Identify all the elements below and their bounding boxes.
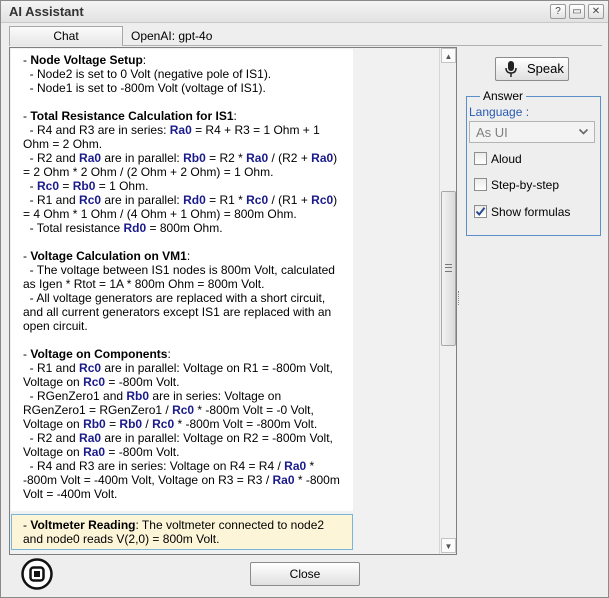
scroll-up-icon[interactable]: ▲ bbox=[441, 48, 456, 63]
aloud-checkbox[interactable] bbox=[474, 152, 487, 165]
help-button[interactable]: ? bbox=[550, 4, 566, 19]
reading-heading: Voltmeter Reading bbox=[30, 518, 136, 532]
bottom-bar bbox=[9, 556, 602, 592]
text-line: - Total resistance Rd0 = 800m Ohm. bbox=[23, 221, 223, 235]
var-rc0: Rc0 bbox=[79, 193, 102, 207]
scroll-down-icon[interactable]: ▼ bbox=[441, 538, 456, 553]
var-rd0: Rd0 bbox=[183, 193, 206, 207]
language-value: As UI bbox=[476, 125, 508, 140]
voltage-calc-heading: - Voltage Calculation on VM1: bbox=[23, 249, 191, 263]
speak-label: Speak bbox=[527, 61, 564, 76]
text-line: - R4 and R3 are in series: Ra0 = R4 + R3 = 1 Ohm + 1 Ohm = 2 Ohm. bbox=[23, 123, 324, 151]
close-button[interactable]: Close bbox=[250, 562, 360, 586]
var-rb0: Rb0 bbox=[83, 417, 106, 431]
var-rc0: Rc0 bbox=[152, 417, 175, 431]
close-window-button[interactable]: ✕ bbox=[588, 4, 604, 19]
text-line: - R4 and R3 are in series: Voltage on R4 = R4 / Ra0 * -800m Volt = -400m Volt, Voltage on R3 = R3 / Ra0 * -800m Volt = -400m Volt. bbox=[23, 459, 344, 501]
answer-legend: Answer bbox=[480, 89, 526, 103]
var-rb0: Rb0 bbox=[183, 151, 206, 165]
chat-scrollbar[interactable] bbox=[439, 48, 456, 554]
voltmeter-reading-message: - Voltmeter Reading: The voltmeter connected to node2 and node0 reads V(2,0) = 800m Volt. bbox=[11, 514, 353, 550]
var-rc0: Rc0 bbox=[246, 193, 269, 207]
resistance-heading: - Total Resistance Calculation for IS1: bbox=[23, 109, 237, 123]
var-ra0: Ra0 bbox=[79, 151, 102, 165]
grip-icon bbox=[445, 264, 452, 272]
model-label: OpenAI: gpt-4o bbox=[131, 29, 213, 43]
panel-splitter[interactable] bbox=[458, 291, 461, 305]
window-title: AI Assistant bbox=[9, 4, 84, 19]
answer-group bbox=[466, 89, 601, 236]
var-ra0: Ra0 bbox=[169, 123, 192, 137]
text-line: - R1 and Rc0 are in parallel: Voltage on R1 = -800m Volt, Voltage on Rc0 = -800m Volt. bbox=[23, 361, 337, 389]
text-line: - The voltage between IS1 nodes is 800m Volt, calculated as Igen * Rtot = 1A * 800m Ohm = 800m Volt. bbox=[23, 263, 339, 291]
reading-text: : The voltmeter connected to node2 and node0 reads V(2,0) = 800m Volt. bbox=[23, 518, 325, 546]
microphone-icon bbox=[504, 61, 518, 85]
var-rc0: Rc0 bbox=[79, 361, 102, 375]
var-rb0: Rb0 bbox=[72, 179, 96, 193]
text-line: - All voltage generators are replaced with a short circuit, and all current generators except IS1 are replaced with an open circuit. bbox=[23, 291, 335, 333]
var-ra0: Ra0 bbox=[79, 431, 102, 445]
text-line: - Node2 is set to 0 Volt (negative pole of IS1). bbox=[23, 67, 272, 81]
var-rc0: Rc0 bbox=[37, 179, 60, 193]
components-heading: - Voltage on Components: bbox=[23, 347, 171, 361]
var-rb0: Rb0 bbox=[119, 417, 143, 431]
voltage-setup-heading: - Node Voltage Setup: bbox=[23, 53, 147, 67]
tab-strip bbox=[9, 26, 602, 46]
tab-chat[interactable]: Chat bbox=[9, 26, 123, 46]
show-formulas-checkbox[interactable] bbox=[474, 205, 487, 218]
chat-panel bbox=[9, 47, 457, 555]
stop-icon[interactable] bbox=[21, 558, 53, 593]
var-ra0: Ra0 bbox=[272, 473, 295, 487]
step-by-step-label: Step-by-step bbox=[491, 178, 560, 192]
step-by-step-checkbox[interactable] bbox=[474, 178, 487, 191]
text-line: - Node1 is set to -800m Volt (voltage of IS1). bbox=[23, 81, 266, 95]
show-formulas-label: Show formulas bbox=[491, 205, 571, 219]
text-line: - R2 and Ra0 are in parallel: Rb0 = R2 * Ra0 / (R2 + Ra0) = 2 Ohm * 2 Ohm / (2 Ohm + 2 Ohm) = 1 Ohm. bbox=[23, 151, 341, 179]
text-line: - R2 and Ra0 are in parallel: Voltage on R2 = -800m Volt, Voltage on Ra0 = -800m Volt. bbox=[23, 431, 337, 459]
var-rc0: Rc0 bbox=[83, 375, 106, 389]
restore-button[interactable]: ▭ bbox=[569, 4, 585, 19]
title-bar[interactable] bbox=[1, 1, 608, 23]
var-rb0: Rb0 bbox=[126, 389, 150, 403]
assistant-message bbox=[11, 49, 353, 511]
aloud-label: Aloud bbox=[491, 152, 522, 166]
var-ra0: Ra0 bbox=[284, 459, 307, 473]
scroll-thumb[interactable] bbox=[441, 191, 456, 346]
var-ra0: Ra0 bbox=[83, 445, 106, 459]
chat-log bbox=[10, 48, 440, 554]
language-label: Language : bbox=[469, 105, 530, 119]
var-rc0: Rc0 bbox=[172, 403, 195, 417]
text-line: - Rc0 = Rb0 = 1 Ohm. bbox=[23, 179, 149, 193]
text-line: - R1 and Rc0 are in parallel: Rd0 = R1 * Rc0 / (R1 + Rc0) = 4 Ohm * 1 Ohm / (4 Ohm + 1 Ohm) = 800m Ohm. bbox=[23, 193, 341, 221]
speak-button[interactable] bbox=[495, 57, 569, 81]
var-ra0: Ra0 bbox=[311, 151, 334, 165]
language-select[interactable] bbox=[469, 121, 595, 143]
var-rc0: Rc0 bbox=[311, 193, 334, 207]
check-icon bbox=[475, 206, 486, 217]
var-rd0: Rd0 bbox=[123, 221, 147, 235]
var-ra0: Ra0 bbox=[246, 151, 269, 165]
text-line: - RGenZero1 and Rb0 are in series: Voltage on RGenZero1 = RGenZero1 / Rc0 * -800m Volt = -0 Volt, Voltage on Rb0 = Rb0 / Rc0 * -800m Volt = -800m Volt. bbox=[23, 389, 318, 431]
chevron-down-icon bbox=[578, 126, 589, 140]
